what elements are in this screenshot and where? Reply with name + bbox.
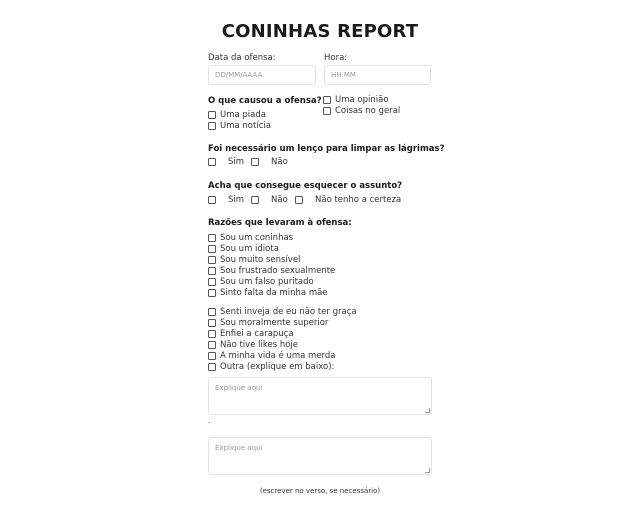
cause-question: O que causou a ofensa? (208, 96, 322, 106)
checkbox[interactable] (208, 363, 216, 371)
cause-option-general[interactable]: Coisas no geral (323, 106, 400, 116)
resize-grip-icon[interactable] (425, 468, 430, 473)
checkbox[interactable] (323, 107, 331, 115)
checkbox[interactable] (208, 245, 216, 253)
reason-option[interactable]: A minha vida é uma merda (208, 351, 336, 361)
checkbox[interactable] (208, 158, 216, 166)
forget-question: Acha que consegue esquecer o assunto? (208, 181, 403, 191)
reason-option[interactable]: Sou um falso puritado (208, 277, 314, 287)
cause-option-opinion[interactable]: Uma opinião (323, 95, 389, 105)
checkbox[interactable] (208, 352, 216, 360)
reasons-question: Razões que levaram à ofensa: (208, 218, 352, 228)
reason-option[interactable]: Sinto falta da minha mãe (208, 288, 328, 298)
cause-option-news[interactable]: Uma notícia (208, 121, 271, 131)
reason-option[interactable]: Sou frustrado sexualmente (208, 266, 335, 276)
page-title: CONINHAS REPORT (221, 21, 419, 42)
checkbox[interactable] (208, 267, 216, 275)
time-label: Hora: (324, 53, 348, 63)
checkbox[interactable] (208, 341, 216, 349)
tissue-option-yes[interactable]: Sim (208, 157, 244, 167)
separator-dot: . (208, 416, 211, 425)
tissue-question: Foi necessário um lenço para limpar as lágrimas? (208, 144, 445, 154)
date-label: Data da ofensa: (208, 53, 276, 63)
reason-option[interactable]: Sou um coninhas (208, 233, 293, 243)
checkbox[interactable] (208, 196, 216, 204)
checkbox[interactable] (208, 319, 216, 327)
reason-option[interactable]: Sou um idiota (208, 244, 279, 254)
checkbox[interactable] (208, 122, 216, 130)
checkbox[interactable] (323, 96, 331, 104)
reason-option-other[interactable]: Outra (explique em baixo): (208, 362, 334, 372)
reason-option[interactable]: Não tive likes hoje (208, 340, 298, 350)
checkbox[interactable] (208, 289, 216, 297)
reason-option[interactable]: Enfiei a carapuça (208, 329, 294, 339)
tissue-option-no[interactable]: Não (251, 157, 288, 167)
explain-textarea-1[interactable] (208, 377, 432, 415)
checkbox[interactable] (208, 234, 216, 242)
forget-option-unsure[interactable]: Não tenho a certeza (295, 195, 401, 205)
reason-option[interactable]: Senti inveja de eu não ter graça (208, 307, 357, 317)
checkbox[interactable] (208, 330, 216, 338)
reason-option[interactable]: Sou muito sensível (208, 255, 300, 265)
checkbox[interactable] (208, 111, 216, 119)
time-input[interactable] (324, 65, 431, 85)
resize-grip-icon[interactable] (425, 408, 430, 413)
reason-option[interactable]: Sou moralmente superior (208, 318, 328, 328)
checkbox[interactable] (295, 196, 303, 204)
checkbox[interactable] (208, 278, 216, 286)
date-input[interactable] (208, 65, 316, 85)
cause-option-joke[interactable]: Uma piada (208, 110, 266, 120)
checkbox[interactable] (208, 256, 216, 264)
forget-option-no[interactable]: Não (251, 195, 288, 205)
checkbox[interactable] (208, 308, 216, 316)
checkbox[interactable] (251, 196, 259, 204)
explain-textarea-2[interactable] (208, 437, 432, 475)
forget-option-yes[interactable]: Sim (208, 195, 244, 205)
footer-note: (escrever no verso, se necessário) (259, 487, 381, 495)
checkbox[interactable] (251, 158, 259, 166)
